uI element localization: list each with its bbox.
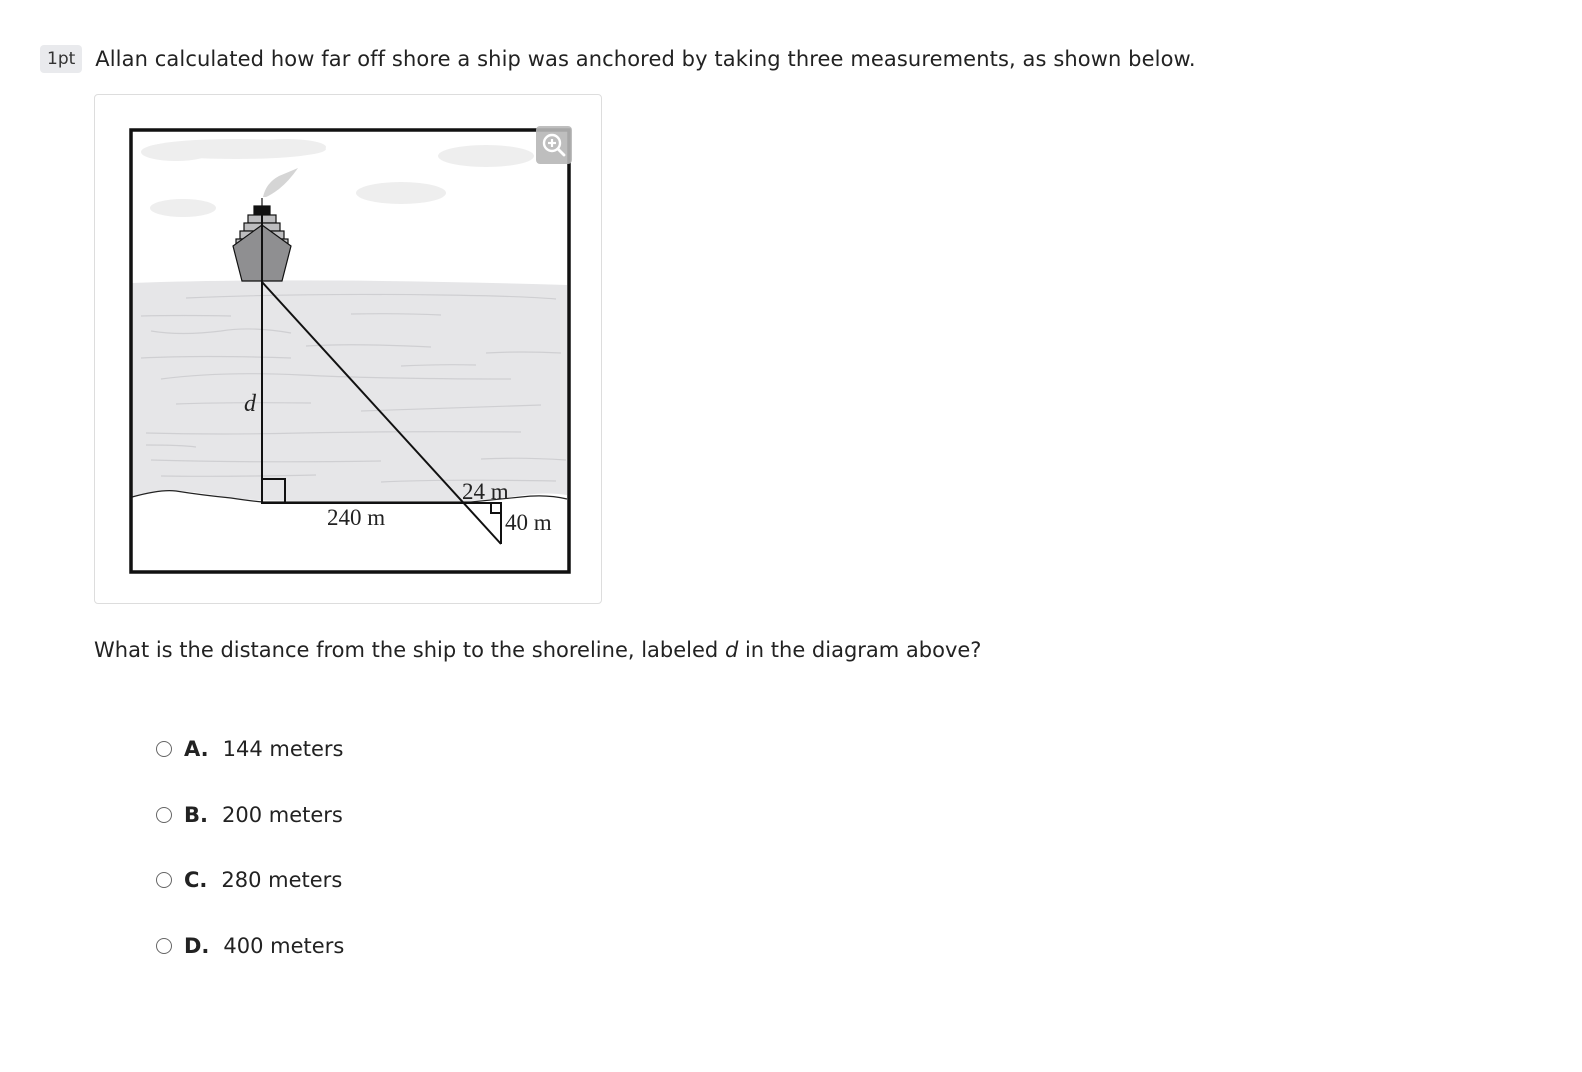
label-d: d: [244, 391, 256, 417]
figure-card: [94, 94, 602, 604]
choice-letter: B.: [184, 802, 208, 827]
question-header: [40, 45, 1196, 73]
question-variable: d: [724, 638, 739, 662]
question-prompt: Allan calculated how far off shore a ship was anchored by taking three measurements, as shown below.: [95, 47, 1196, 71]
choice-b[interactable]: [156, 801, 344, 829]
radio-button[interactable]: [156, 807, 172, 823]
points-badge: 1pt: [40, 45, 82, 73]
question-text: [94, 638, 981, 662]
choice-text: 200 meters: [221, 802, 343, 827]
radio-button[interactable]: [156, 872, 172, 888]
choice-d[interactable]: [156, 932, 344, 960]
zoom-in-icon: [541, 132, 567, 158]
water-area: [132, 280, 567, 501]
choice-text: 400 meters: [223, 933, 345, 958]
label-24m: 24 m: [462, 479, 509, 504]
choice-letter: C.: [184, 868, 208, 892]
zoom-image-button[interactable]: [536, 126, 572, 164]
radio-button[interactable]: [156, 938, 172, 954]
radio-button[interactable]: [156, 741, 172, 757]
answer-choices: [156, 735, 344, 997]
label-40m: 40 m: [505, 510, 552, 535]
question-text-part: in the diagram above?: [738, 638, 982, 662]
choice-letter: D.: [184, 933, 210, 958]
choice-letter: A.: [184, 737, 209, 761]
choice-text: 280 meters: [221, 868, 343, 892]
choice-c[interactable]: [156, 866, 344, 894]
question-text-part: What is the distance from the ship to the shoreline, labeled: [94, 638, 725, 662]
choice-text: 144 meters: [222, 737, 344, 761]
choice-a[interactable]: [156, 735, 344, 763]
label-240m: 240 m: [327, 505, 386, 530]
ship-triangle-diagram: [95, 95, 603, 605]
